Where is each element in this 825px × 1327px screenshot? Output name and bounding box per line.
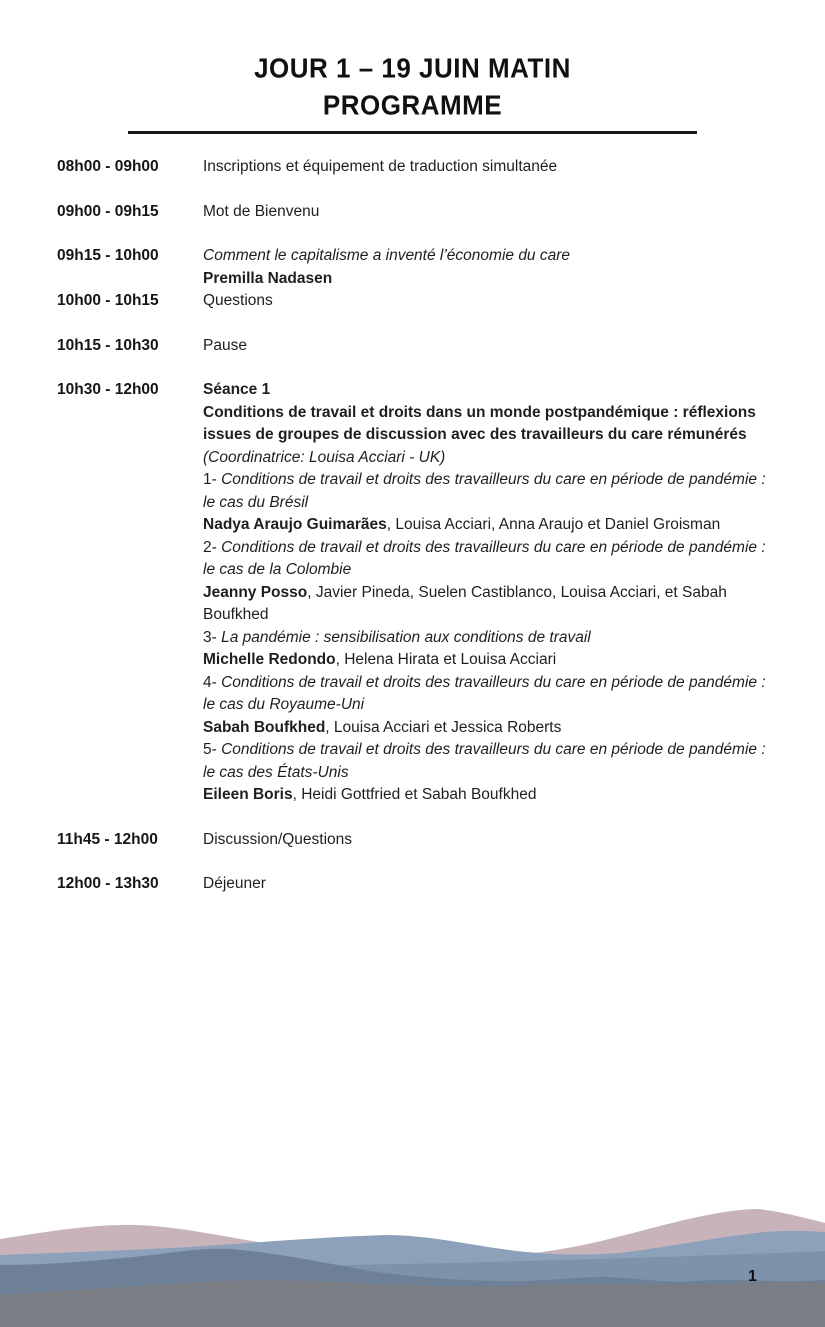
text-segment: Premilla Nadasen	[203, 269, 333, 287]
session-line	[203, 379, 768, 402]
text-segment: , Helena Hirata et Louisa Acciari	[335, 651, 557, 668]
page-title-line1: JOUR 1 – 19 JUIN MATIN	[254, 52, 571, 84]
time-range: 12h00 - 13h30	[57, 875, 159, 892]
text-segment: Déjeuner	[203, 875, 266, 892]
text-segment: Nadya Araujo Guimarães	[203, 516, 387, 533]
page-title	[0, 50, 825, 124]
text-segment: Eileen Boris	[203, 786, 293, 803]
text-segment: , Heidi Gottfried et Sabah Boufkhed	[292, 786, 537, 803]
session-line	[203, 537, 768, 582]
page-header	[0, 52, 825, 134]
session-details	[203, 290, 768, 313]
session-line	[203, 829, 768, 852]
session-line	[203, 627, 768, 650]
session-line	[203, 268, 768, 291]
text-segment: Sabah Boufkhed	[203, 718, 326, 736]
page-title-line2: PROGRAMME	[322, 89, 503, 121]
title-divider	[128, 131, 697, 134]
schedule-row	[57, 873, 768, 896]
session-details	[203, 379, 768, 807]
session-details	[203, 156, 768, 179]
text-segment: Mot de Bienvenu	[203, 202, 320, 220]
program-page	[0, 52, 825, 1327]
text-segment: 1-	[203, 471, 222, 488]
mountain-layer-gray	[0, 1281, 825, 1327]
session-line	[203, 469, 768, 514]
session-details	[203, 829, 768, 852]
mountain-footer-graphic	[0, 1177, 825, 1327]
text-segment: Comment le capitalisme a inventé l’économie du care	[203, 247, 571, 264]
text-segment: , Louisa Acciari et Jessica Roberts	[325, 718, 562, 736]
session-line	[203, 649, 768, 672]
session-line	[203, 245, 768, 268]
session-line	[203, 582, 768, 627]
session-line	[203, 290, 768, 313]
text-segment: Inscriptions et équipement de traduction simultanée	[203, 158, 558, 175]
session-line	[203, 784, 768, 807]
time-range: 09h15 - 10h00	[57, 247, 159, 264]
session-details	[203, 873, 768, 896]
text-segment: Conditions de travail et droits des travailleurs du care en période de pandémie : le cas de la Colombie	[203, 538, 766, 578]
schedule-row	[57, 290, 768, 313]
text-segment: 4-	[203, 673, 222, 691]
schedule-row	[57, 829, 768, 852]
text-segment: Michelle Redondo	[203, 651, 336, 668]
session-details	[203, 245, 768, 290]
session-line	[203, 201, 768, 224]
schedule-row	[57, 201, 768, 224]
text-segment: Conditions de travail et droits des travailleurs du care en période de pandémie : le cas du Brésil	[203, 471, 766, 511]
schedule-list	[0, 156, 825, 896]
text-segment: Pause	[203, 336, 247, 354]
text-segment: 5-	[203, 741, 222, 758]
session-line	[203, 672, 768, 717]
text-segment: Conditions de travail et droits des travailleurs du care en période de pandémie : le cas du Royaume-Uni	[203, 673, 766, 713]
session-line	[203, 514, 768, 537]
page-number: 1	[748, 1268, 757, 1285]
session-details	[203, 335, 768, 358]
time-range: 11h45 - 12h00	[57, 830, 158, 848]
session-line	[203, 873, 768, 896]
time-range: 08h00 - 09h00	[57, 158, 159, 175]
schedule-row	[57, 245, 768, 290]
time-range: 10h00 - 10h15	[57, 292, 159, 309]
session-line	[203, 717, 768, 740]
text-segment: Discussion/Questions	[203, 830, 353, 848]
text-segment: Questions	[203, 292, 273, 309]
text-segment: , Louisa Acciari, Anna Araujo et Daniel Groisman	[386, 516, 721, 533]
text-segment: Conditions de travail et droits des travailleurs du care en période de pandémie : le cas des États-Unis	[203, 741, 766, 781]
text-segment: Conditions de travail et droits dans un monde postpandémique : réflexions issues de groupes de discussion avec des travailleurs du care rémunérés	[203, 403, 756, 443]
time-range: 09h00 - 09h15	[57, 202, 159, 220]
text-segment: (Coordinatrice: Louisa Acciari - UK)	[203, 448, 446, 466]
text-segment: Séance 1	[203, 381, 271, 398]
schedule-row	[57, 379, 768, 807]
session-line	[203, 156, 768, 179]
schedule-row	[57, 156, 768, 179]
session-line	[203, 335, 768, 358]
text-segment: La pandémie : sensibilisation aux conditions de travail	[221, 628, 591, 646]
text-segment: 3-	[203, 628, 222, 646]
schedule-row	[57, 335, 768, 358]
session-line	[203, 447, 768, 470]
session-line	[203, 402, 768, 447]
time-range: 10h30 - 12h00	[57, 381, 159, 398]
session-line	[203, 739, 768, 784]
time-range: 10h15 - 10h30	[57, 336, 159, 354]
session-details	[203, 201, 768, 224]
text-segment: 2-	[203, 538, 222, 556]
text-segment: , Javier Pineda, Suelen Castiblanco, Louisa Acciari, et Sabah Boufkhed	[203, 583, 727, 623]
text-segment: Jeanny Posso	[203, 583, 308, 601]
